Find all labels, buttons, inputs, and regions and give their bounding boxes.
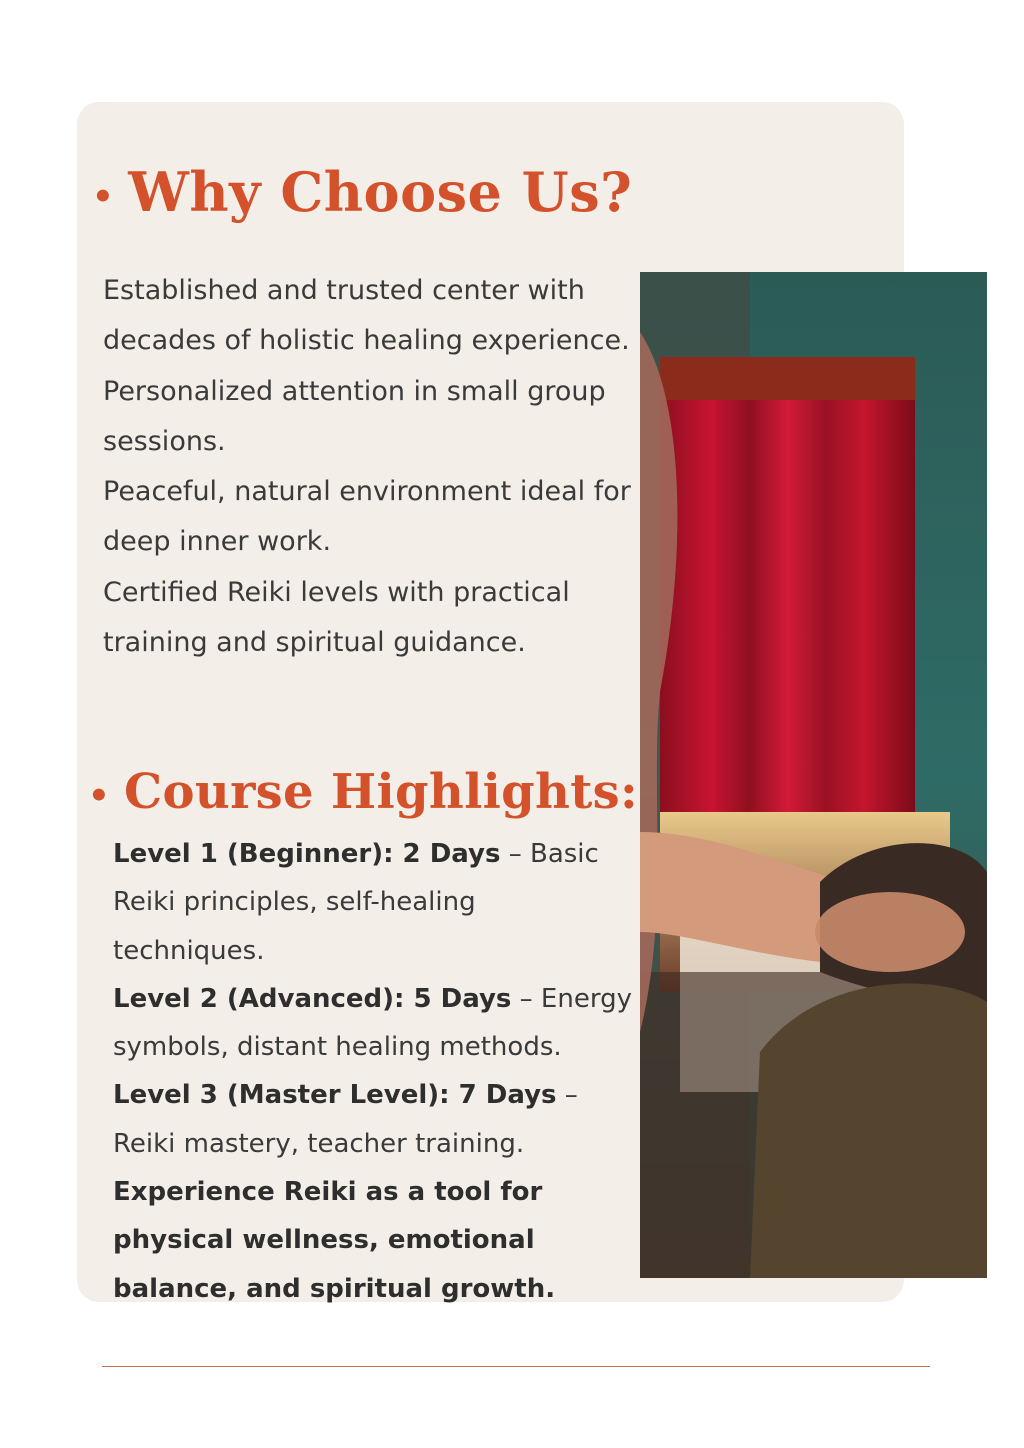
course-level-3 [113,1071,633,1168]
level-description: – Basic Reiki principles, self-healing techniques. [113,839,599,966]
level-label: Level 2 (Advanced): 5 Days [113,983,512,1014]
why-item: Established and trusted center with decades of holistic healing experience. [103,275,630,357]
level-description: – Energy symbols, distant healing methods. [113,983,632,1063]
bullet-dot: • [92,176,115,217]
why-item: Peaceful, natural environment ideal for deep inner work. [103,476,631,558]
why-choose-us-title: Why Choose Us? [128,160,633,224]
bottom-divider [102,1366,930,1367]
why-choose-us-list [103,266,643,668]
level-label: Level 3 (Master Level): 7 Days [113,1080,557,1111]
course-highlights-title: Course Highlights: [124,764,639,820]
course-level-2 [113,975,633,1072]
why-choose-us-heading [92,160,632,224]
course-highlights-list [113,830,633,1313]
course-level-1 [113,830,633,975]
level-description: – Reiki mastery, teacher training. [113,1080,578,1159]
reiki-session-photo [640,272,987,1278]
why-item: Personalized attention in small group sessions. [103,375,606,457]
bullet-dot: • [88,775,111,816]
closing-statement: Experience Reiki as a tool for physical wellness, emotional balance, and spiritual growth. [113,1177,556,1304]
level-label: Level 1 (Beginner): 2 Days [113,839,501,869]
course-highlights-heading [88,764,638,820]
why-item: Certified Reiki levels with practical training and spiritual guidance. [103,576,570,659]
